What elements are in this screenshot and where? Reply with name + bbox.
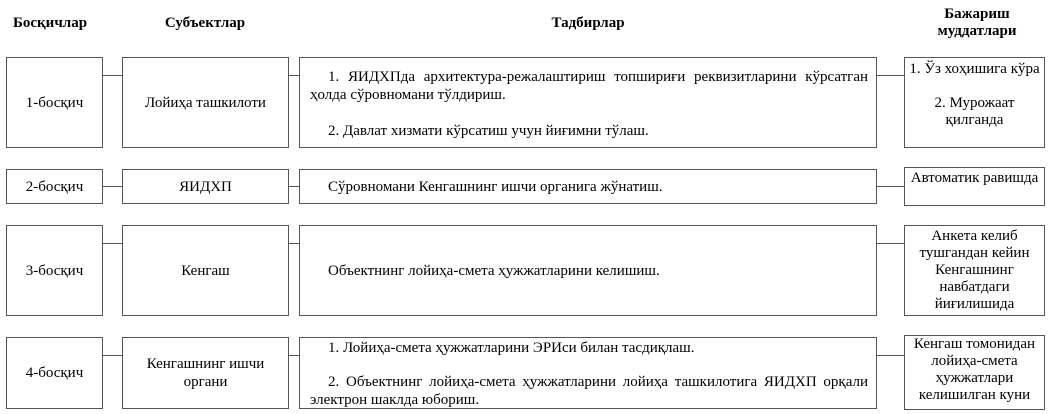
action-box-1 <box>299 57 877 148</box>
action-box-4 <box>299 337 877 409</box>
connector <box>289 75 299 76</box>
connector <box>103 75 122 76</box>
subject-label-2: ЯИДХП <box>179 178 232 195</box>
connector <box>877 355 904 356</box>
header-subjects: Субъектлар <box>164 15 246 31</box>
action-item: 1. Лойиҳа-смета ҳужжатларини ЭРИси билан тасдиқлаш. <box>328 340 695 356</box>
deadline-item: 1. Ўз хоҳишига кўра <box>909 61 1040 77</box>
subject-label-4: Кенгашнинг ишчи органи <box>146 356 265 390</box>
connector <box>289 186 299 187</box>
connector <box>103 186 122 187</box>
action-item: Объектнинг лойиҳа-смета ҳужжатларини келишиш. <box>328 262 660 279</box>
subject-box-1 <box>122 57 289 148</box>
connector <box>877 186 904 187</box>
subject-box-2 <box>122 169 289 204</box>
stage-label-3: 3-босқич <box>25 262 84 279</box>
action-box-2 <box>299 169 877 204</box>
action-item: 2. Объектнинг лойиҳа-смета ҳужжатларини лойиҳа ташкилотига ЯИДХП орқали электрон шаклда юбориш. <box>310 374 868 408</box>
connector <box>289 355 299 356</box>
stage-box-1 <box>6 57 103 148</box>
connector <box>877 243 904 244</box>
connector <box>103 355 122 356</box>
connector <box>877 75 904 76</box>
deadline-box-2 <box>904 167 1045 206</box>
action-box-3 <box>299 225 877 316</box>
deadline-item: Анкета келиб тушгандан кейин Кенгашнинг навбатдаги йиғилишида <box>919 228 1030 312</box>
header-stages: Босқичлар <box>12 15 88 31</box>
deadline-box-3 <box>904 225 1045 316</box>
subject-label-1: Лойиҳа ташкилоти <box>145 94 266 111</box>
subject-label-3: Кенгаш <box>181 262 230 279</box>
subject-box-4 <box>122 337 289 409</box>
header-deadlines: Бажариш муддатлари <box>937 6 1017 39</box>
deadline-item: Автоматик равишда <box>910 170 1039 186</box>
stage-label-4: 4-босқич <box>25 365 84 381</box>
stage-label-2: 2-босқич <box>25 178 84 195</box>
action-item: Сўровномани Кенгашнинг ишчи органига жўнатиш. <box>328 178 663 195</box>
action-item: 1. ЯИДХПда архитектура-режалаштириш топшириғи реквизитларини кўрсатган ҳолда сўровномани тўлдириш. <box>310 69 868 103</box>
deadline-box-4 <box>904 335 1045 410</box>
stage-box-2 <box>6 169 103 204</box>
deadline-item: 2. Мурожаат қилганда <box>934 95 1015 128</box>
stage-label-1: 1-босқич <box>25 94 84 111</box>
stage-box-3 <box>6 225 103 316</box>
connector <box>103 243 122 244</box>
connector <box>289 243 299 244</box>
subject-box-3 <box>122 225 289 316</box>
deadline-box-1 <box>904 57 1045 148</box>
deadline-item: Кенгаш томонидан лойиҳа-смета ҳужжатлари келишилган куни <box>913 336 1036 403</box>
header-actions: Тадбирлар <box>551 15 625 31</box>
stage-box-4 <box>6 337 103 409</box>
action-item: 2. Давлат хизмати кўрсатиш учун йиғимни тўлаш. <box>328 123 649 139</box>
